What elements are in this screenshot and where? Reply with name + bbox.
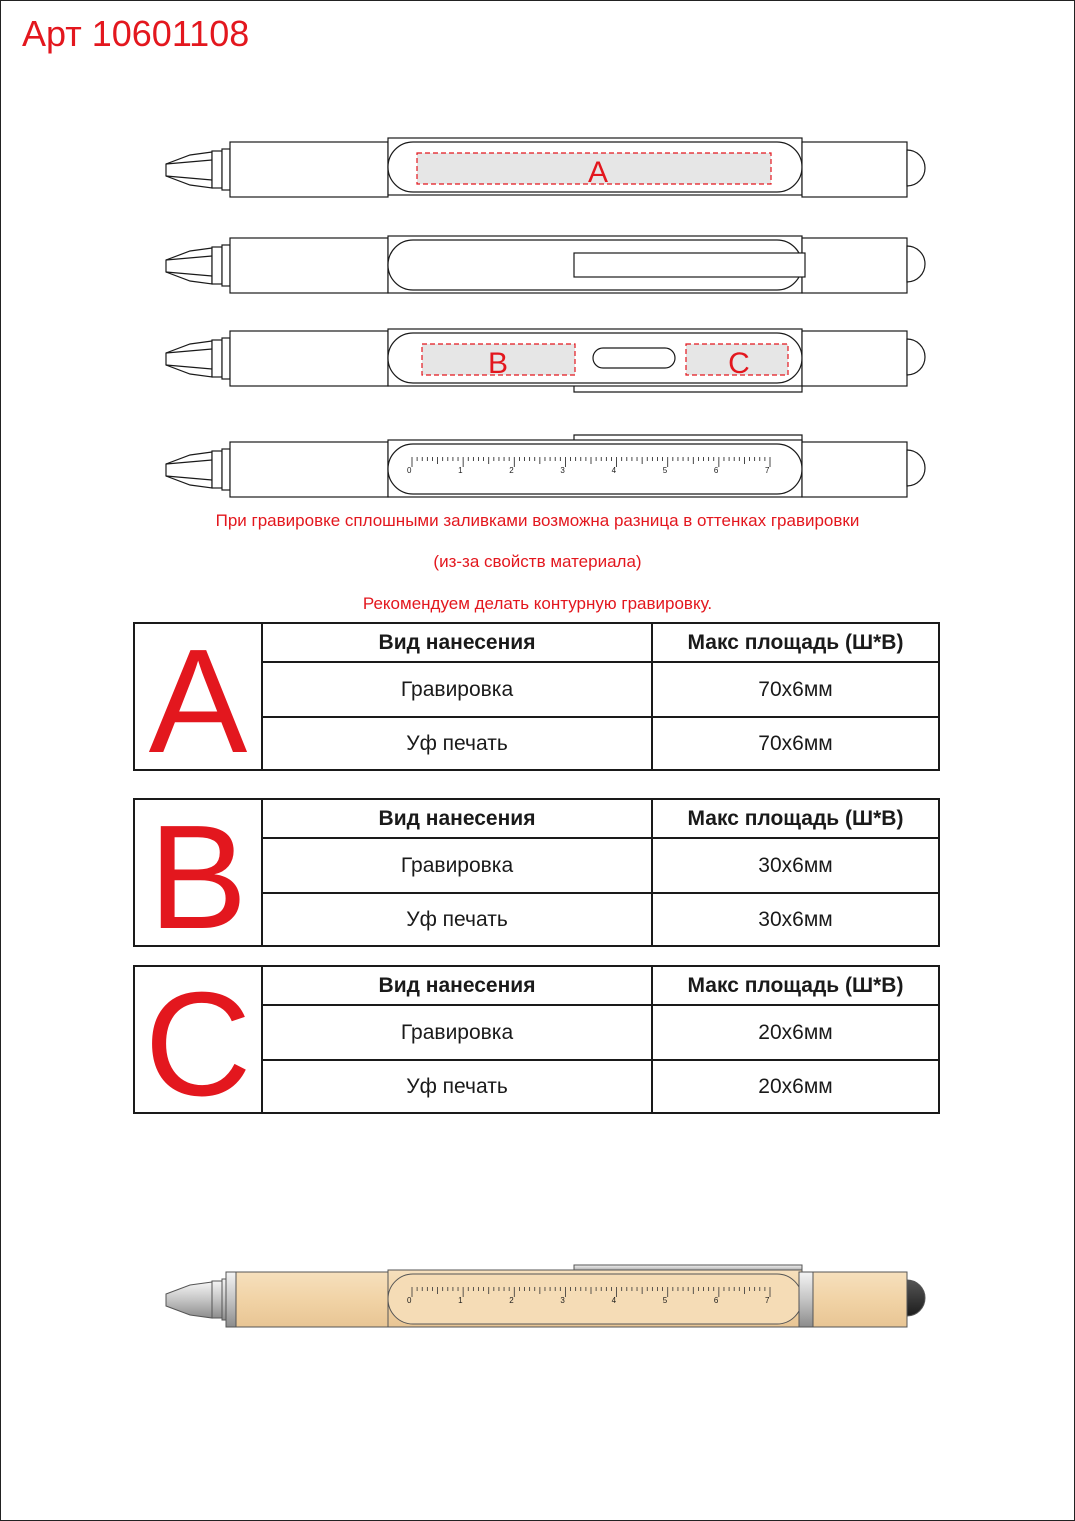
- zone-b-label: B: [487, 347, 509, 380]
- column-header: Вид нанесения: [263, 967, 653, 1004]
- zone-letter: C: [135, 967, 263, 1112]
- ruler-tick-label: 2: [509, 466, 514, 475]
- zone-letter: B: [135, 800, 263, 945]
- ruler-tick-label: 7: [765, 466, 770, 475]
- ruler-tick-label: 6: [713, 1296, 719, 1305]
- table-header: [263, 624, 938, 661]
- table-row: [263, 1061, 938, 1112]
- pen-clip: [574, 253, 805, 277]
- ruler-tick-label: 2: [509, 1296, 514, 1305]
- method-cell: Уф печать: [263, 718, 653, 769]
- pen-end: [802, 142, 907, 197]
- table-row: [263, 663, 938, 716]
- pen-view-2: [166, 236, 925, 293]
- pen-tip: [166, 152, 212, 188]
- size-cell: 70x6мм: [758, 731, 833, 755]
- table-row: [263, 1006, 938, 1059]
- pen-view-3: [166, 329, 925, 392]
- note-line-3: Рекомендуем делать контурную гравировку.: [362, 594, 713, 613]
- article-title: Арт 10601108: [22, 13, 250, 54]
- ruler-tick-label: 1: [458, 1296, 463, 1305]
- ruler-tick-label: 6: [713, 466, 719, 475]
- column-header: Вид нанесения: [263, 800, 653, 837]
- size-cell: 20x6мм: [758, 1074, 833, 1098]
- pen-colored: [166, 1265, 925, 1327]
- stylus-tip: [907, 150, 925, 186]
- pen-view-1: [166, 138, 925, 197]
- method-cell: Гравировка: [263, 1006, 653, 1059]
- zone-table-c: [133, 962, 940, 1127]
- ruler-tick-label: 0: [407, 1296, 412, 1305]
- pen-barrel: [230, 142, 388, 197]
- note-line-1: При гравировке сплошными заливками возможна разница в оттенках гравировки: [215, 511, 860, 530]
- table-row: [263, 718, 938, 769]
- zone-table-b: [133, 795, 940, 960]
- pen-ring: [212, 151, 222, 188]
- table-header: [263, 967, 938, 1004]
- size-cell: 30x6мм: [758, 907, 833, 931]
- stylus-tip: [907, 1280, 925, 1316]
- table-row: [263, 894, 938, 945]
- ruler-tick-label: 4: [611, 1296, 617, 1305]
- method-cell: Гравировка: [263, 663, 653, 716]
- method-cell: Гравировка: [263, 839, 653, 892]
- ruler-tick-label: 5: [662, 1296, 668, 1305]
- ruler-tick-label: 0: [407, 466, 412, 475]
- column-header: Вид нанесения: [263, 624, 653, 661]
- table-row: [263, 839, 938, 892]
- column-header: Макс площадь (Ш*В): [687, 973, 904, 997]
- note-line-2: (из-за свойств материала): [433, 552, 642, 571]
- zone-a-label: A: [587, 156, 609, 189]
- level-window: [593, 348, 675, 368]
- zone-c-label: C: [728, 347, 750, 380]
- table-header: [263, 800, 938, 837]
- ruler-tick-label: 4: [611, 466, 617, 475]
- ruler-tick-label: 5: [662, 466, 668, 475]
- method-cell: Уф печать: [263, 894, 653, 945]
- ruler-tick-label: 3: [560, 1296, 565, 1305]
- ruler-tick-label: 1: [458, 466, 463, 475]
- ruler-tick-label: 3: [560, 466, 565, 475]
- pen-view-4: [166, 435, 925, 497]
- zone-letter: A: [135, 624, 263, 769]
- ruler-tick-label: 7: [765, 1296, 770, 1305]
- zone-table-a: [133, 619, 940, 784]
- column-header: Макс площадь (Ш*В): [687, 630, 904, 654]
- size-cell: 70x6мм: [758, 677, 833, 701]
- column-header: Макс площадь (Ш*В): [687, 806, 904, 830]
- size-cell: 30x6мм: [758, 853, 833, 877]
- size-cell: 20x6мм: [758, 1020, 833, 1044]
- wood-barrel: [230, 1272, 388, 1327]
- method-cell: Уф печать: [263, 1061, 653, 1112]
